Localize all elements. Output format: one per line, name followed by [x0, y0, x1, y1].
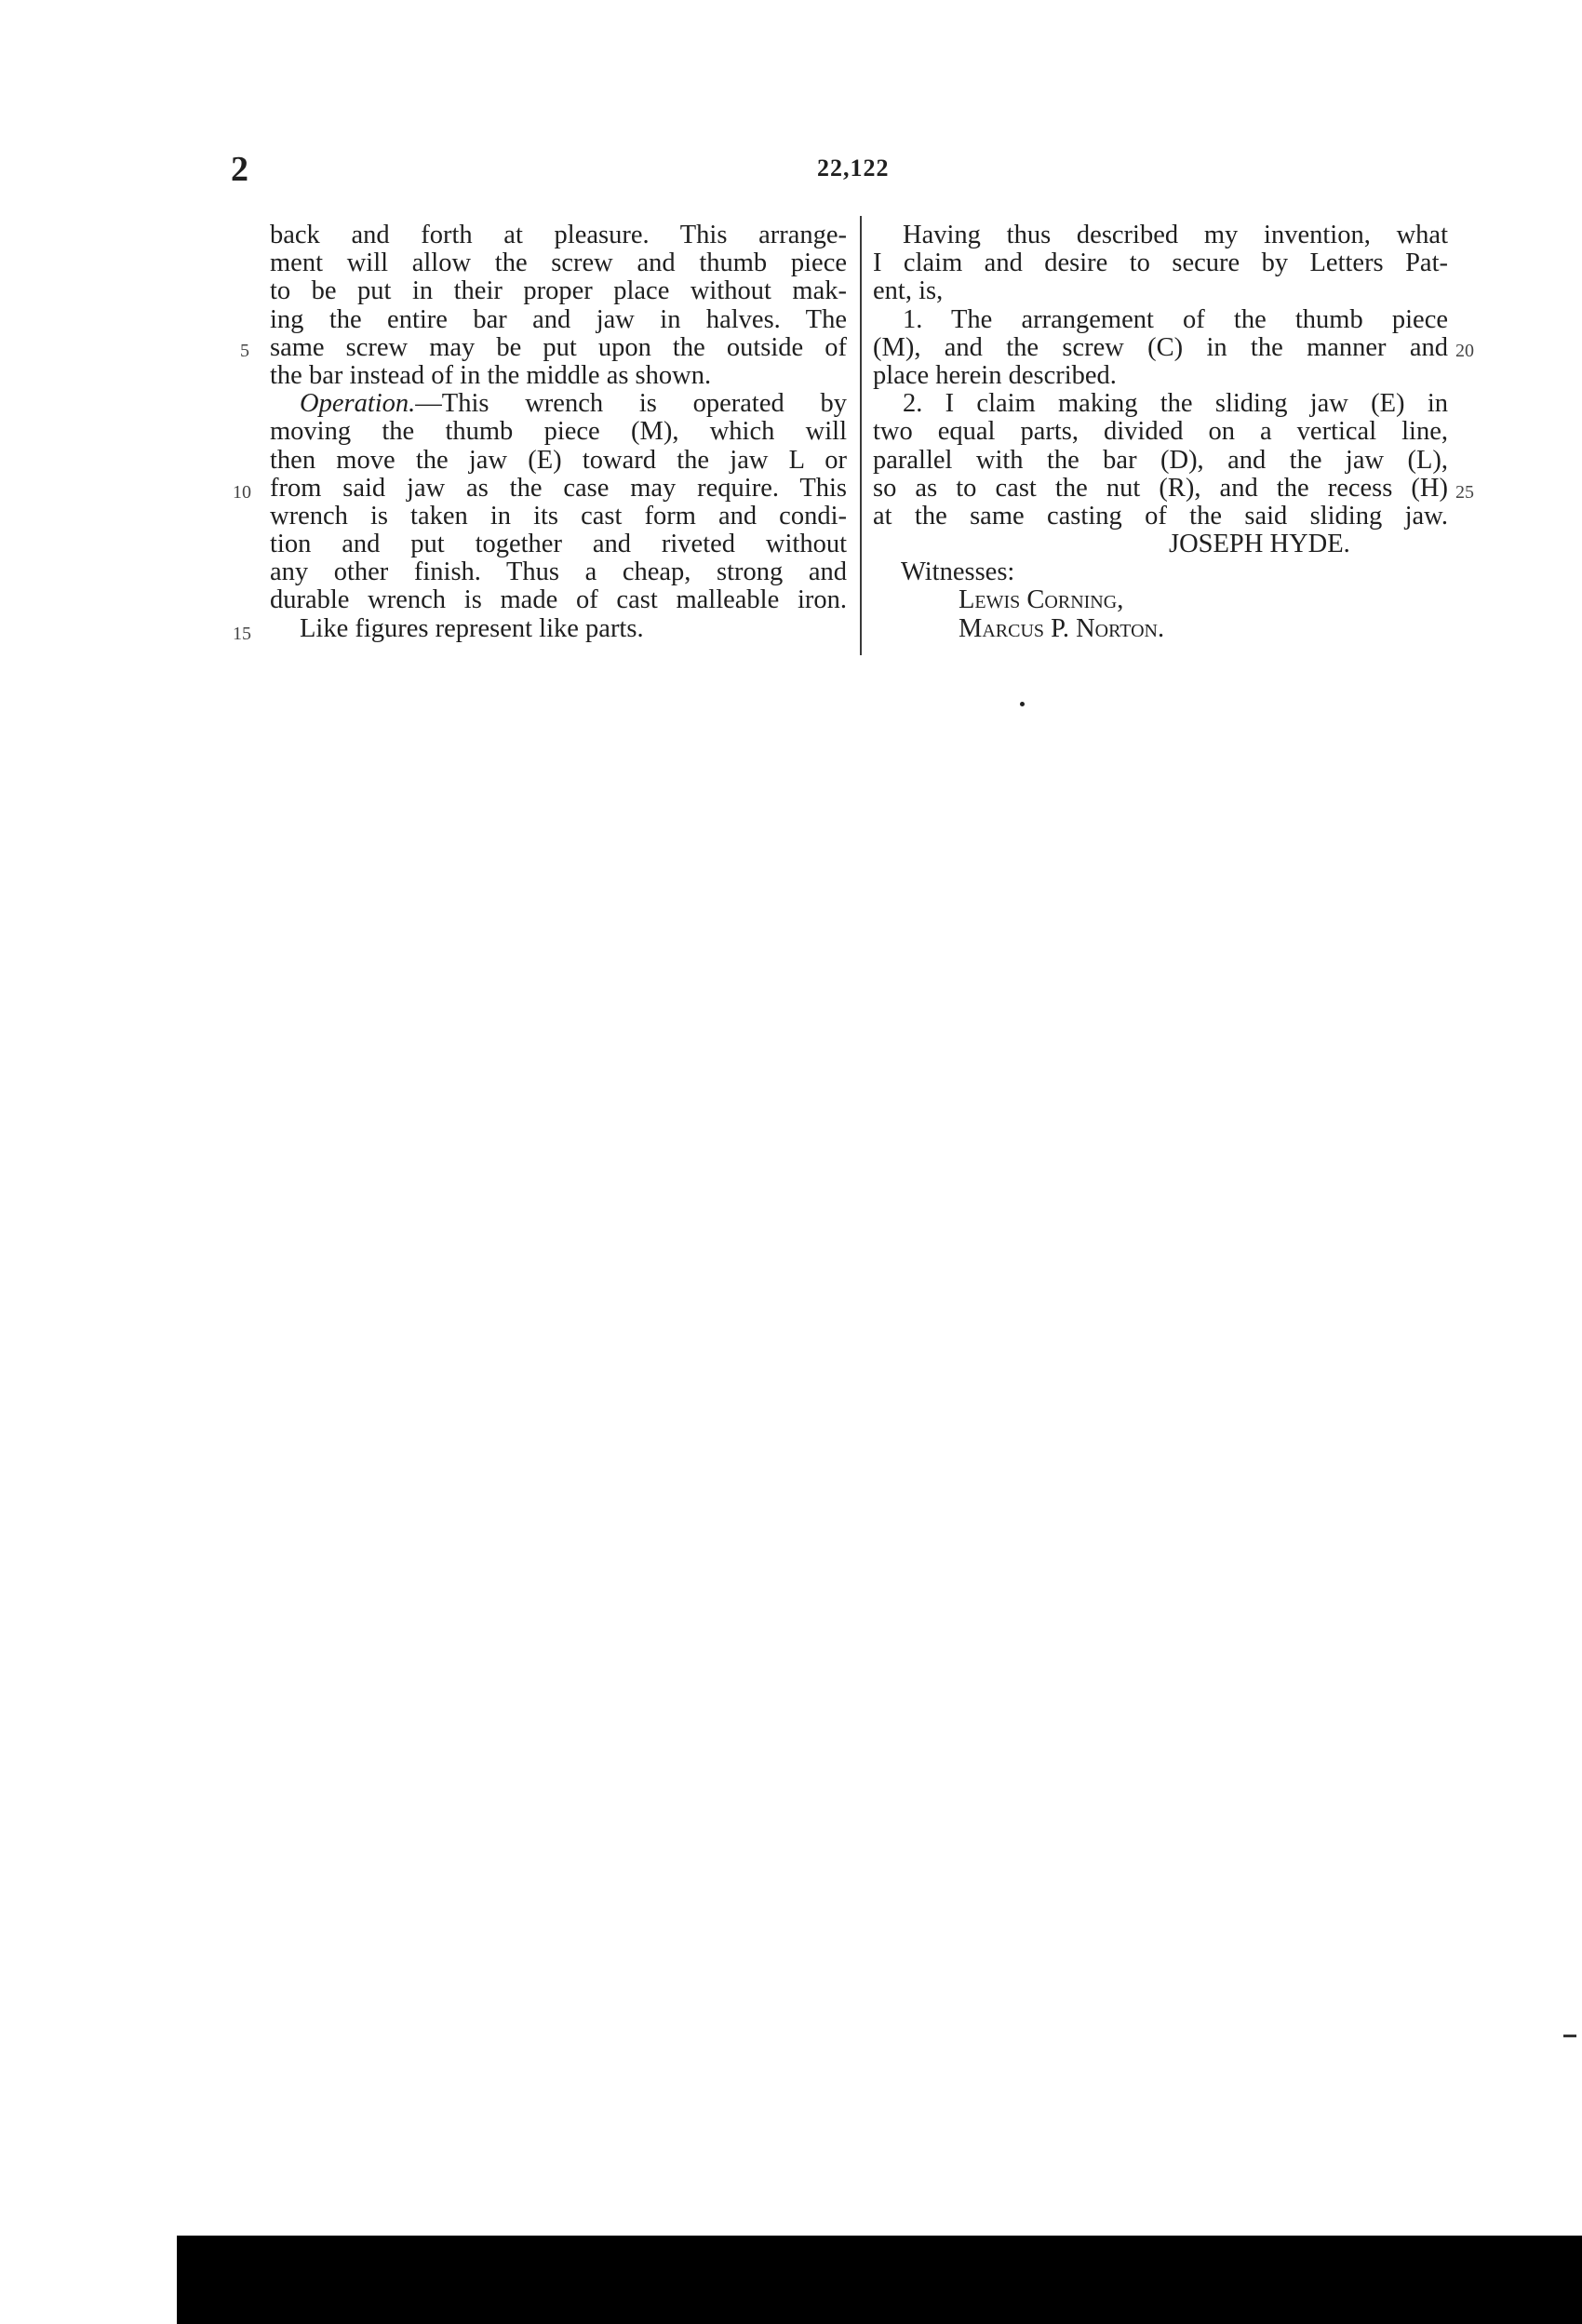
operation-paragraph-start: [270, 390, 847, 418]
page-number: 2: [231, 150, 249, 189]
text-line: wrench is taken in its cast form and condi-: [270, 501, 847, 531]
text-line: so as to cast the nut (R), and the recess (H): [873, 473, 1448, 503]
text-line: then move the jaw (E) toward the jaw L or: [270, 445, 847, 475]
witness-name: Marcus P. Norton.: [959, 613, 1165, 643]
scan-border-bar: [177, 2236, 1582, 2324]
witness-name: Lewis Corning,: [959, 585, 1124, 615]
line-number-20: 20: [1455, 341, 1474, 361]
ink-speck: [1020, 702, 1025, 706]
text-line: two equal parts, divided on a vertical line,: [873, 417, 1448, 447]
line-number-10: 10: [233, 482, 251, 503]
right-column: [873, 222, 1448, 643]
text-line: Having thus described my invention, what: [903, 221, 1448, 249]
claim-1: 1. The arrangement of the thumb piece: [903, 304, 1448, 334]
text-line: any other finish. Thus a cheap, strong and: [270, 557, 847, 587]
text-line: the bar instead of in the middle as shown.: [270, 360, 712, 390]
text-line: moving the thumb piece (M), which will: [270, 417, 847, 447]
edge-mark: [1563, 2035, 1576, 2037]
text-line: ing the entire bar and jaw in halves. The: [270, 304, 847, 334]
text-line: I claim and desire to secure by Letters Pat-: [873, 249, 1448, 278]
text-line: from said jaw as the case may require. This: [270, 473, 847, 503]
text-line: (M), and the screw (C) in the manner and: [873, 332, 1448, 362]
text-line: same screw may be put upon the outside of: [270, 332, 847, 362]
operation-heading: Operation.: [300, 389, 416, 419]
text-line: at the same casting of the said sliding jaw.: [873, 501, 1448, 531]
text-line: parallel with the bar (D), and the jaw (L),: [873, 445, 1448, 475]
text-line: ment will allow the screw and thumb piece: [270, 249, 847, 278]
line-number-25: 25: [1455, 482, 1474, 503]
text-line: back and forth at pleasure. This arrange-: [270, 221, 847, 249]
operation-text: —This wrench is operated by: [415, 389, 847, 419]
text-line: to be put in their proper place without mak-: [270, 276, 847, 306]
line-number-5: 5: [240, 341, 249, 361]
claim-2: 2. I claim making the sliding jaw (E) in: [903, 389, 1448, 419]
patent-number: 22,122: [817, 154, 890, 181]
left-column: [270, 222, 847, 643]
text-line: durable wrench is made of cast malleable iron.: [270, 585, 847, 615]
line-number-15: 15: [233, 624, 251, 644]
text-line: place herein described.: [873, 360, 1117, 390]
column-divider: [860, 216, 862, 655]
text-line: Like figures represent like parts.: [300, 613, 644, 643]
witnesses-label: Witnesses:: [901, 557, 1015, 587]
signature: JOSEPH HYDE.: [1169, 530, 1350, 559]
text-line: tion and put together and riveted without: [270, 530, 847, 559]
text-line: ent, is,: [873, 276, 944, 306]
